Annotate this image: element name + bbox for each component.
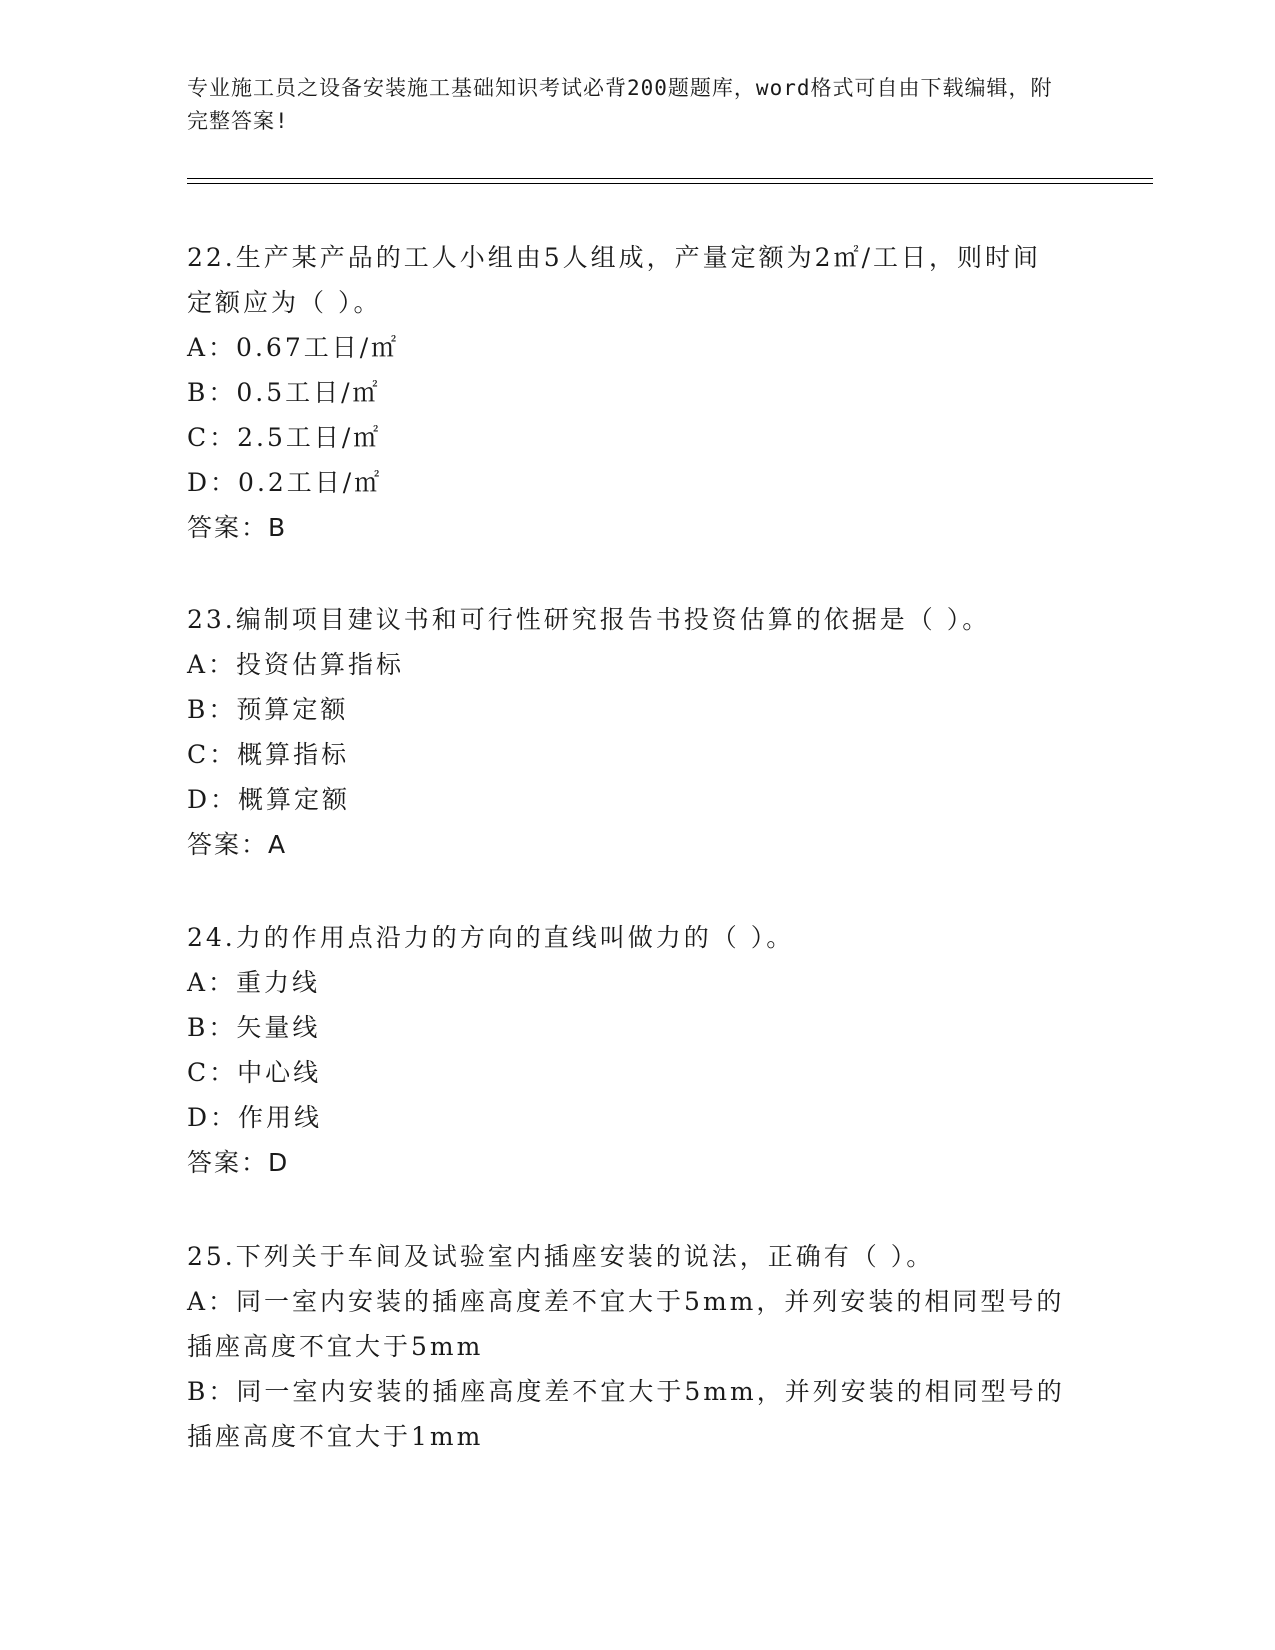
option-d: D：概算定额: [187, 785, 351, 814]
option-a: A：同一室内安装的插座高度差不宜大于5mm，并列安装的相同型号的插座高度不宜大于5mm: [187, 1287, 1065, 1361]
question-24: [187, 915, 1087, 1185]
option-a: A：0.67工日/㎡: [187, 333, 400, 362]
option-a: A：投资估算指标: [187, 650, 405, 679]
option-d: D：0.2工日/㎡: [187, 468, 383, 497]
option-b: B：预算定额: [187, 695, 349, 724]
answer: 答案：D: [187, 1148, 290, 1177]
header-divider-bottom: [187, 183, 1153, 184]
question-stem: 23.编制项目建议书和可行性研究报告书投资估算的依据是（ ）。: [187, 605, 991, 634]
option-d: D：作用线: [187, 1103, 323, 1132]
answer: 答案：B: [187, 513, 288, 542]
option-b: B：0.5工日/㎡: [187, 378, 381, 407]
option-c: C：2.5工日/㎡: [187, 423, 382, 452]
option-c: C：中心线: [187, 1058, 322, 1087]
answer: 答案：A: [187, 830, 288, 859]
option-b: B：矢量线: [187, 1013, 321, 1042]
option-b: B：同一室内安装的插座高度差不宜大于5mm，并列安装的相同型号的插座高度不宜大于1mm: [187, 1377, 1065, 1451]
question-stem: 22.生产某产品的工人小组由5人组成，产量定额为2㎡/工日，则时间定额应为（ ）。: [187, 243, 1041, 317]
question-22: [187, 235, 1087, 550]
document-header: [187, 72, 1067, 138]
option-c: C：概算指标: [187, 740, 350, 769]
option-a: A：重力线: [187, 968, 321, 997]
document-title: 专业施工员之设备安装施工基础知识考试必背200题题库，word格式可自由下载编辑，附完整答案!: [187, 76, 1053, 133]
header-divider-top: [187, 178, 1153, 179]
question-stem: 24.力的作用点沿力的方向的直线叫做力的（ ）。: [187, 923, 795, 952]
question-25: [187, 1234, 1087, 1459]
question-stem: 25.下列关于车间及试验室内插座安装的说法，正确有（ ）。: [187, 1242, 935, 1271]
question-23: [187, 597, 1087, 867]
